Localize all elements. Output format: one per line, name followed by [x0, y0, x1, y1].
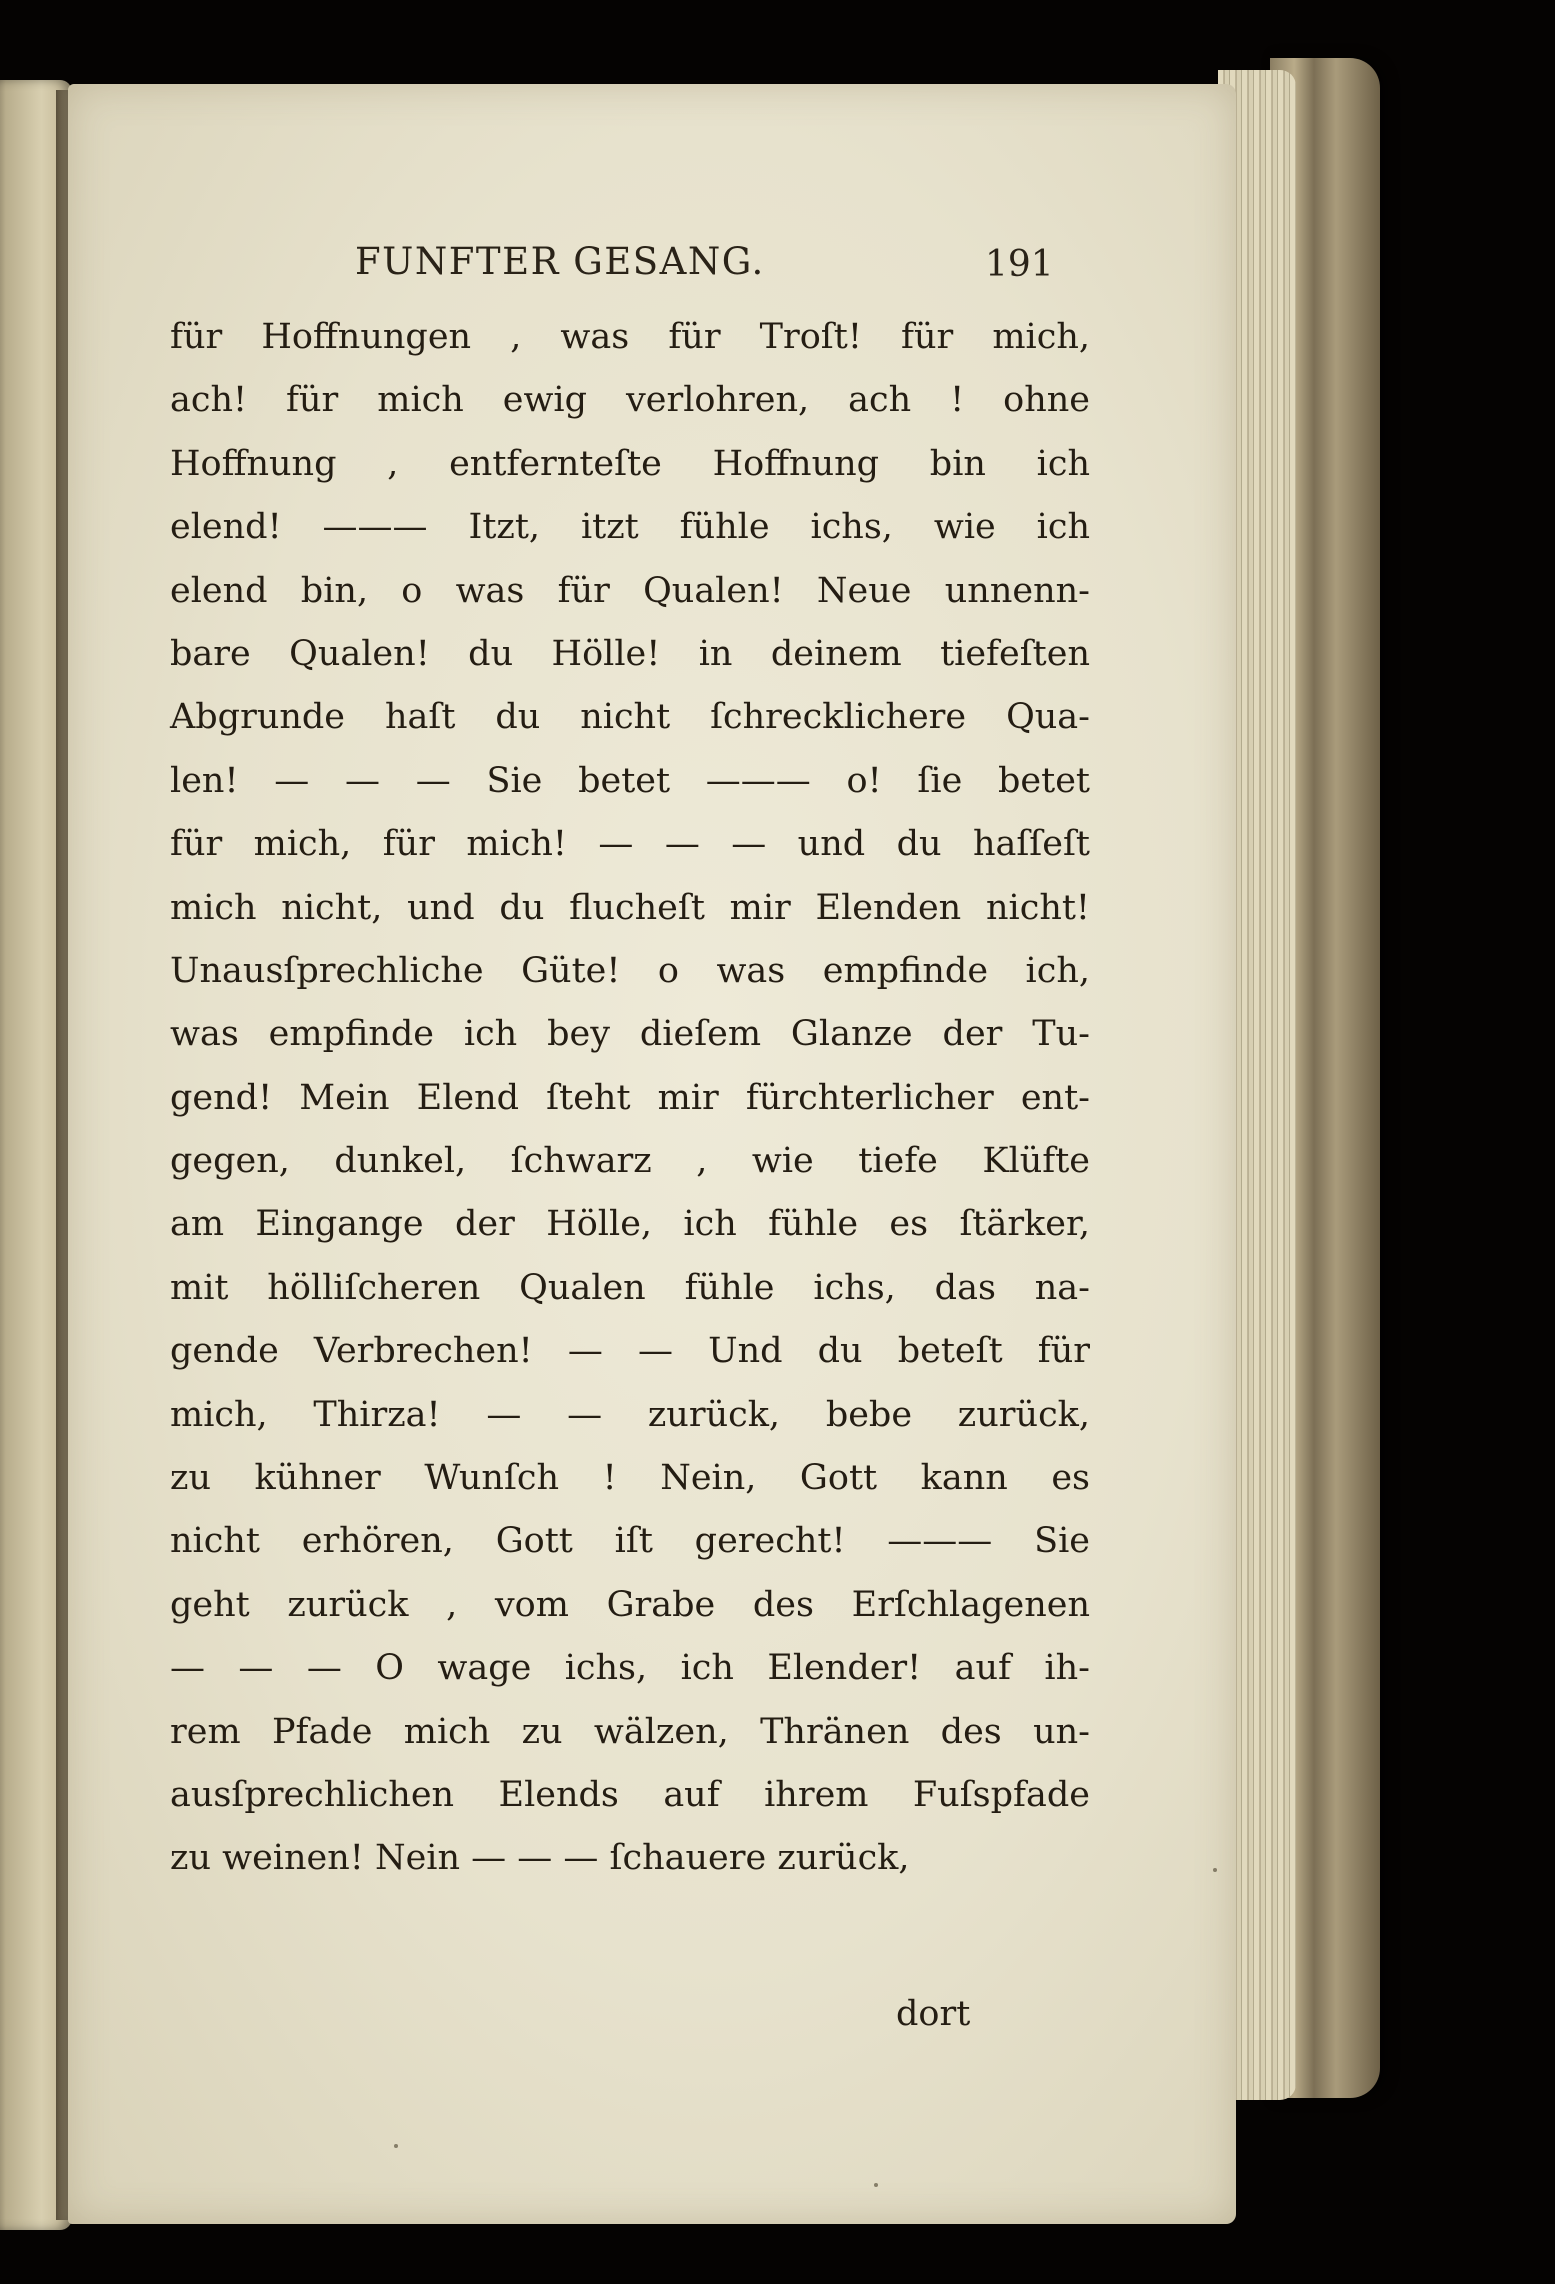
text-line: am Eingange der Hölle, ich fühle es ſtärker, [170, 1204, 1090, 1245]
text-line: Hoffnung , entfernteſte Hoffnung bin ich [170, 443, 1090, 484]
text-line: Unausſprechliche Güte! o was empfinde ich, [170, 950, 1090, 991]
text-line: elend! ——— Itzt, itzt fühle ichs, wie ich [170, 507, 1090, 548]
text-line: — — — O wage ichs, ich Elender! auf ih- [170, 1648, 1090, 1689]
text-line: gende Verbrechen! — — Und du beteſt für [170, 1331, 1090, 1372]
text-line: für mich, für mich! — — — und du haſſeſt [170, 824, 1090, 865]
text-line: nicht erhören, Gott iſt gerecht! ——— Sie [170, 1521, 1090, 1562]
text-line: Abgrunde haſt du nicht ſchrecklichere Qua- [170, 697, 1090, 738]
paper-speck [1213, 1868, 1217, 1872]
text-line: len! — — — Sie betet ——— o! ſie betet [170, 760, 1090, 801]
text-line: ausſprechlichen Elends auf ihrem Fuſspfade [170, 1774, 1090, 1815]
text-line: ach! für mich ewig verlohren, ach ! ohne [170, 380, 1090, 421]
text-line: elend bin, o was für Qualen! Neue unnenn- [170, 570, 1090, 611]
text-line: gegen, dunkel, ſchwarz , wie tiefe Klüfte [170, 1141, 1090, 1182]
text-line: rem Pfade mich zu wälzen, Thränen des un- [170, 1711, 1090, 1752]
text-line: für Hoffnungen , was für Troſt! für mich, [170, 317, 1090, 357]
text-line: gend! Mein Elend ſteht mir fürchterlicher ent- [170, 1077, 1090, 1118]
paper-speck [874, 2183, 878, 2187]
body-text [170, 306, 1090, 1891]
book-page [68, 84, 1236, 2224]
chapter-title: FUNFTER GESANG. [355, 240, 765, 283]
text-line: mich, Thirza! — — zurück, bebe zurück, [170, 1394, 1090, 1435]
text-line: mich nicht, und du flucheſt mir Elenden nicht! [170, 887, 1090, 928]
text-line: was empfinde ich bey dieſem Glanze der Tu- [170, 1014, 1090, 1055]
text-line: mit hölliſcheren Qualen fühle ichs, das na- [170, 1267, 1090, 1308]
text-line: zu kühner Wunſch ! Nein, Gott kann es [170, 1458, 1090, 1499]
text-line: bare Qualen! du Hölle! in deinem tiefeſten [170, 633, 1090, 674]
text-line: geht zurück , vom Grabe des Erſchlagenen [170, 1584, 1090, 1625]
page-number: 191 [985, 244, 1054, 285]
catchword: dort [896, 1994, 971, 2034]
text-line: zu weinen! Nein — — — ſchauere zurück, [170, 1838, 910, 1879]
paper-speck [394, 2144, 398, 2148]
